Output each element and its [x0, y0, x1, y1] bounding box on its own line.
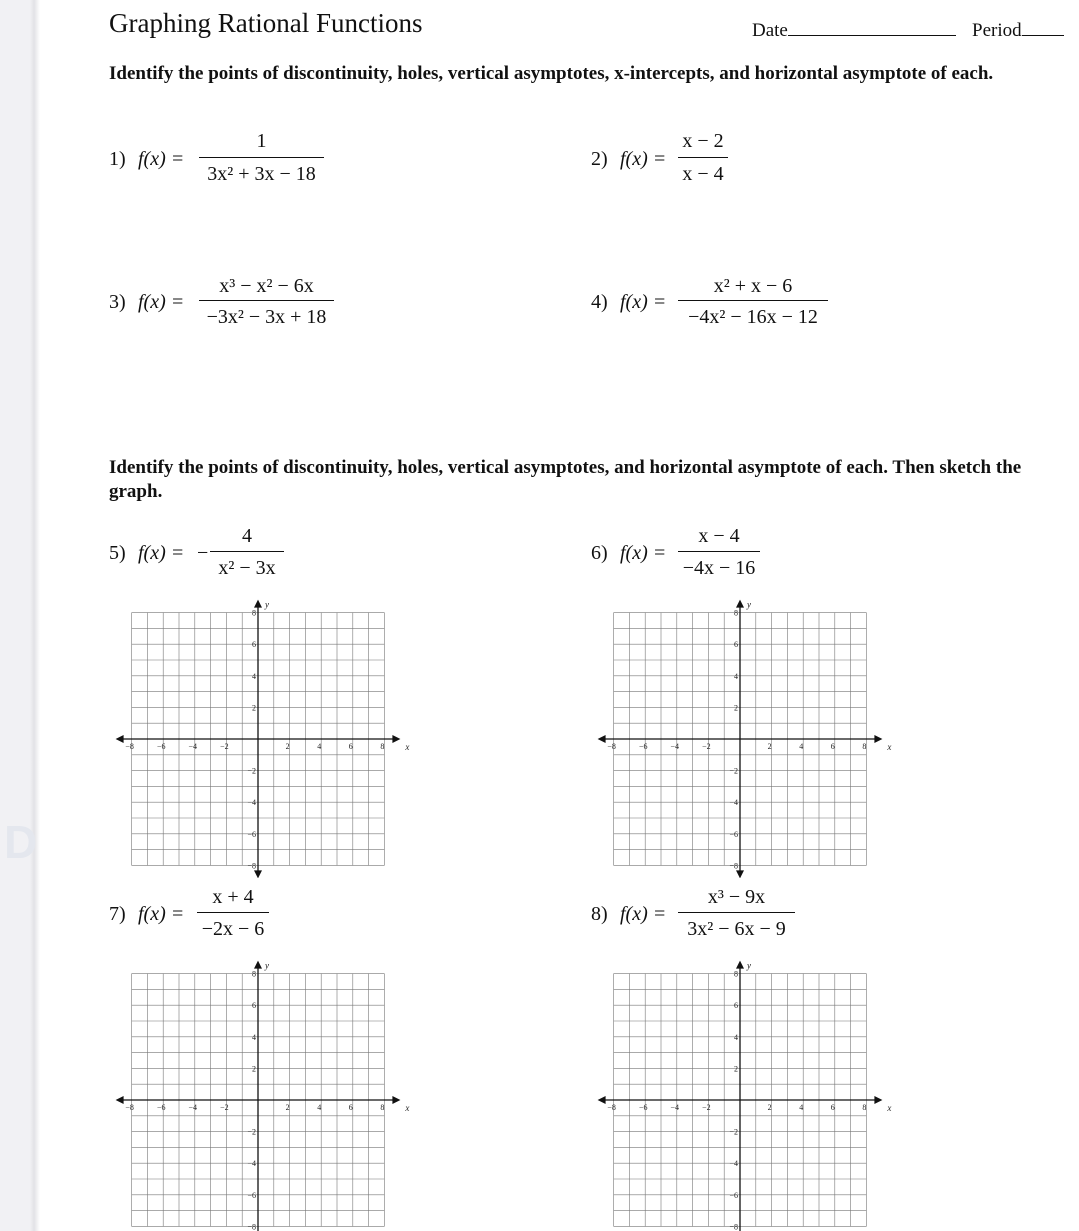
graph-problem-5[interactable] — [112, 593, 412, 878]
x-tick-label: 6 — [830, 742, 835, 751]
y-tick-label: −2 — [729, 766, 738, 776]
x-tick-label: −4 — [188, 742, 198, 751]
numerator: x² + x − 6 — [713, 275, 793, 297]
y-tick-label: −4 — [729, 1159, 738, 1169]
x-axis-left-arrow — [116, 1096, 124, 1104]
fraction-bar — [678, 912, 795, 913]
background-letter: D — [4, 816, 38, 868]
x-tick-label: 4 — [799, 1103, 804, 1112]
x-tick-label: −8 — [607, 1103, 616, 1112]
x-tick-label: 2 — [285, 742, 290, 751]
y-tick-label: 6 — [734, 640, 738, 650]
x-tick-label: −6 — [156, 1103, 166, 1112]
denominator: −4x − 16 — [682, 557, 756, 579]
y-tick-label: 8 — [734, 608, 738, 618]
graph-problem-8[interactable] — [594, 954, 894, 1231]
y-tick-label: 6 — [252, 640, 256, 650]
y-tick-label: 4 — [734, 671, 738, 681]
fraction-bar — [678, 551, 760, 552]
y-tick-label: −8 — [247, 861, 256, 871]
graph-problem-7[interactable] — [112, 954, 412, 1231]
y-tick-label: 6 — [252, 1001, 256, 1011]
numerator: x − 2 — [682, 130, 724, 152]
x-axis-left-arrow — [598, 735, 606, 743]
date-field[interactable] — [752, 17, 956, 42]
x-tick-label: −8 — [607, 742, 616, 751]
y-tick-label: 8 — [252, 969, 256, 979]
x-tick-label: 4 — [799, 742, 804, 751]
y-tick-label: −8 — [729, 861, 738, 871]
x-tick-label: 2 — [767, 742, 772, 751]
y-axis-up-arrow — [736, 600, 744, 608]
y-tick-label: −8 — [729, 1222, 738, 1231]
period-label: Period — [972, 20, 1022, 41]
fraction-bar — [199, 157, 324, 158]
x-tick-label: −2 — [220, 1103, 229, 1112]
y-tick-label: −8 — [247, 1222, 256, 1231]
function-label: f(x) = — [138, 291, 185, 313]
x-axis-label: x — [405, 742, 410, 752]
denominator: −4x² − 16x − 12 — [688, 306, 818, 328]
problem-number: 1) — [109, 148, 126, 170]
y-tick-label: 4 — [734, 1032, 738, 1042]
function-label: f(x) = — [138, 148, 185, 170]
numerator: x³ − x² − 6x — [219, 275, 314, 297]
x-axis-right-arrow — [874, 1096, 882, 1104]
numerator: 1 — [256, 130, 267, 152]
y-tick-label: −4 — [247, 798, 256, 808]
x-tick-label: −4 — [670, 1103, 680, 1112]
problem-number: 4) — [591, 291, 608, 313]
period-field[interactable] — [972, 17, 1064, 42]
x-axis-label: x — [405, 1103, 410, 1113]
y-tick-label: −2 — [247, 1127, 256, 1137]
negative-sign: − — [197, 542, 209, 564]
x-tick-label: −6 — [156, 742, 166, 751]
y-tick-label: −6 — [247, 829, 256, 839]
x-tick-label: −2 — [702, 742, 711, 751]
period-blank[interactable] — [1022, 17, 1064, 36]
date-blank[interactable] — [788, 17, 956, 36]
coordinate-grid[interactable] — [112, 954, 412, 1231]
x-tick-label: −2 — [220, 742, 229, 751]
fraction-bar — [210, 551, 284, 552]
function-label: f(x) = — [620, 291, 667, 313]
denominator: −3x² − 3x + 18 — [206, 306, 327, 328]
x-tick-label: 8 — [380, 1103, 385, 1112]
y-tick-label: −6 — [729, 829, 738, 839]
x-tick-label: −6 — [638, 742, 648, 751]
function-label: f(x) = — [620, 542, 667, 564]
fraction-bar — [678, 300, 828, 301]
function-label: f(x) = — [138, 903, 185, 925]
denominator: x − 4 — [682, 163, 724, 185]
coordinate-grid[interactable] — [112, 593, 412, 878]
x-tick-label: −4 — [188, 1103, 198, 1112]
y-tick-label: 2 — [252, 1064, 256, 1074]
numerator: 4 — [242, 525, 252, 547]
x-tick-label: 8 — [862, 742, 867, 751]
x-tick-label: 2 — [285, 1103, 290, 1112]
y-tick-label: 8 — [252, 608, 256, 618]
y-tick-label: −2 — [247, 766, 256, 776]
x-tick-label: 4 — [317, 1103, 322, 1112]
problem-number: 6) — [591, 542, 608, 564]
function-label: f(x) = — [620, 148, 667, 170]
x-tick-label: −8 — [125, 742, 134, 751]
y-tick-label: −6 — [729, 1190, 738, 1200]
x-axis-right-arrow — [392, 735, 400, 743]
viewer-left-margin — [0, 0, 40, 1231]
y-axis-up-arrow — [254, 600, 262, 608]
y-axis-down-arrow — [254, 870, 262, 878]
denominator: 3x² + 3x − 18 — [207, 163, 316, 185]
denominator: 3x² − 6x − 9 — [687, 918, 786, 940]
x-tick-label: −4 — [670, 742, 680, 751]
numerator: x + 4 — [212, 886, 254, 908]
numerator: x − 4 — [698, 525, 740, 547]
problem-number: 3) — [109, 291, 126, 313]
y-tick-label: 2 — [734, 703, 738, 713]
problem-number: 8) — [591, 903, 608, 925]
worksheet-title: Graphing Rational Functions — [109, 8, 423, 38]
x-tick-label: −8 — [125, 1103, 134, 1112]
x-tick-label: 4 — [317, 742, 322, 751]
function-label: f(x) = — [620, 903, 667, 925]
x-axis-left-arrow — [598, 1096, 606, 1104]
y-tick-label: −4 — [729, 798, 738, 808]
y-tick-label: −6 — [247, 1190, 256, 1200]
coordinate-grid[interactable] — [594, 954, 894, 1231]
x-tick-label: 6 — [348, 1103, 353, 1112]
x-tick-label: 8 — [380, 742, 385, 751]
y-axis-label: y — [747, 599, 751, 610]
fraction-bar — [197, 912, 269, 913]
coordinate-grid[interactable] — [594, 593, 894, 878]
x-axis-right-arrow — [392, 1096, 400, 1104]
fraction-bar — [678, 157, 728, 158]
y-axis-up-arrow — [254, 961, 262, 969]
y-tick-label: −4 — [247, 1159, 256, 1169]
denominator: x² − 3x — [218, 557, 276, 579]
y-axis-label: y — [265, 599, 269, 610]
fraction-bar — [199, 300, 334, 301]
x-tick-label: −6 — [638, 1103, 648, 1112]
y-tick-label: 8 — [734, 969, 738, 979]
graph-problem-6[interactable] — [594, 593, 894, 878]
problem-number: 5) — [109, 542, 126, 564]
x-axis-label: x — [887, 742, 892, 752]
y-tick-label: 2 — [252, 703, 256, 713]
x-tick-label: 6 — [830, 1103, 835, 1112]
x-axis-label: x — [887, 1103, 892, 1113]
y-axis-up-arrow — [736, 961, 744, 969]
y-tick-label: 4 — [252, 1032, 256, 1042]
x-tick-label: −2 — [702, 1103, 711, 1112]
problem-number: 7) — [109, 903, 126, 925]
x-axis-left-arrow — [116, 735, 124, 743]
y-tick-label: 4 — [252, 671, 256, 681]
y-axis-label: y — [265, 960, 269, 971]
denominator: −2x − 6 — [201, 918, 265, 940]
problem-number: 2) — [591, 148, 608, 170]
x-tick-label: 6 — [348, 742, 353, 751]
y-tick-label: 2 — [734, 1064, 738, 1074]
date-label: Date — [752, 20, 788, 41]
y-tick-label: 6 — [734, 1001, 738, 1011]
y-axis-label: y — [747, 960, 751, 971]
y-axis-down-arrow — [736, 870, 744, 878]
x-tick-label: 8 — [862, 1103, 867, 1112]
y-tick-label: −2 — [729, 1127, 738, 1137]
numerator: x³ − 9x — [707, 886, 766, 908]
section2-instructions: Identify the points of discontinuity, holes, vertical asymptotes, and horizontal asymptote of each. Then sketch the graph. — [109, 457, 1022, 502]
x-tick-label: 2 — [767, 1103, 772, 1112]
x-axis-right-arrow — [874, 735, 882, 743]
function-label: f(x) = — [138, 542, 185, 564]
section1-instructions: Identify the points of discontinuity, holes, vertical asymptotes, x-intercepts, and horizontal asymptote of each. — [109, 63, 994, 84]
